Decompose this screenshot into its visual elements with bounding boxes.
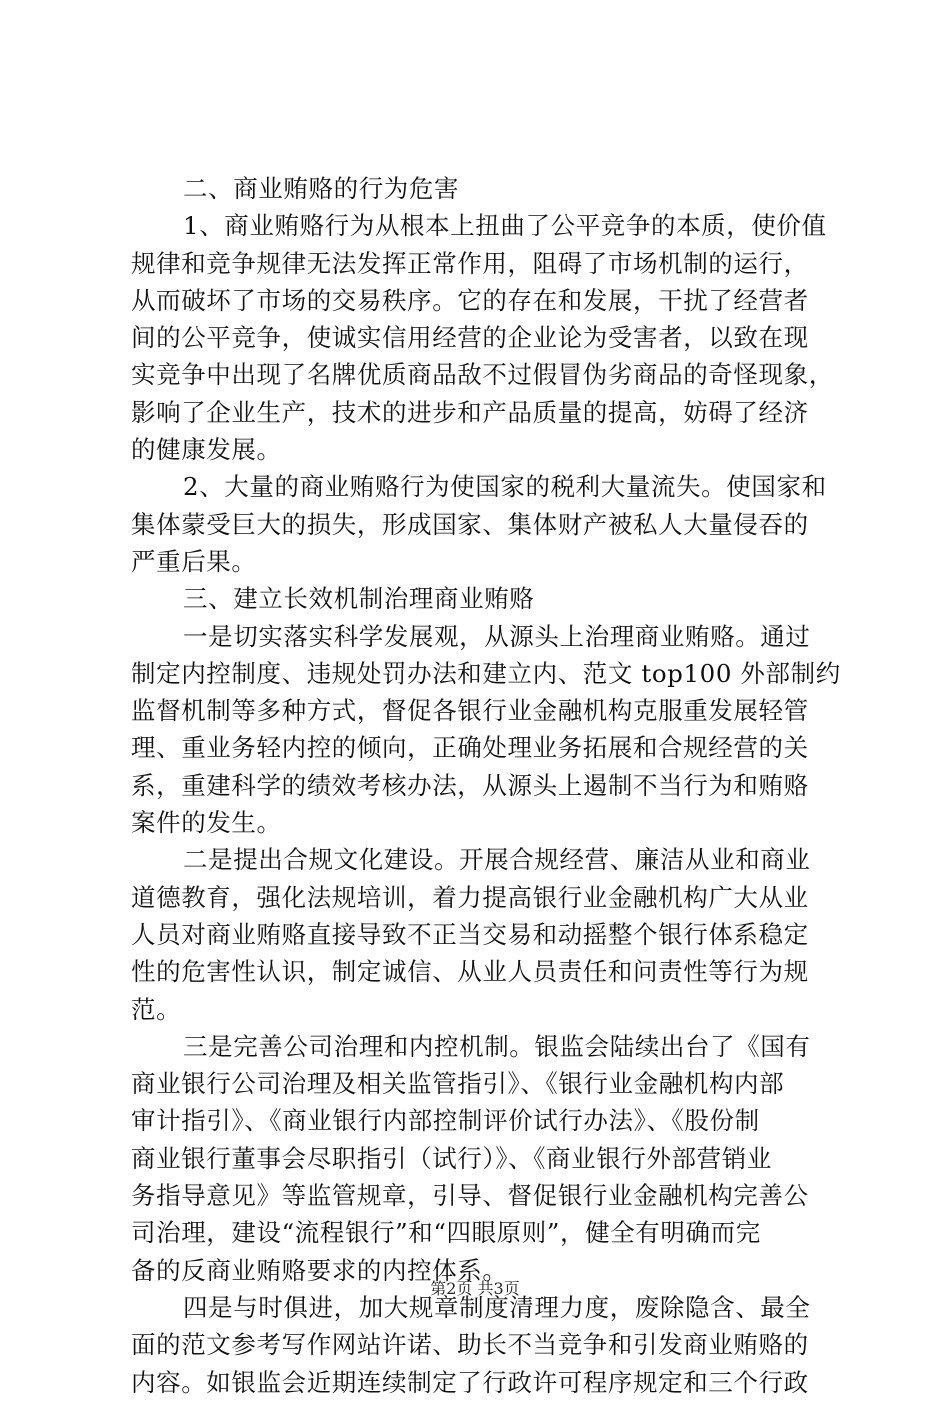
paragraph-line: 集体蒙受巨大的损失，形成国家、集体财产被私人大量侵吞的 — [131, 509, 809, 539]
paragraph-line: 三是完善公司治理和内控机制。银监会陆续出台了《国有 — [183, 1031, 811, 1061]
paragraph-line: 范。 — [131, 994, 182, 1024]
paragraph-line: 间的公平竞争，使诚实信用经营的企业论为受害者，以致在现 — [131, 323, 809, 353]
paragraph-line: 的健康发展。 — [131, 435, 282, 465]
paragraph-line: 性的危害性认识，制定诚信、从业人员责任和问责性等行为规 — [131, 957, 809, 987]
paragraph-line: 2、大量的商业贿赂行为使国家的税利大量流失。使国家和 — [183, 472, 827, 502]
paragraph-line: 从而破坏了市场的交易秩序。它的存在和发展，干扰了经营者 — [131, 285, 809, 315]
page-footer: 第2页 共3页 — [430, 1279, 520, 1298]
paragraph-line: 审计指引》、《商业银行内部控制评价试行办法》、《股份制 — [131, 1106, 760, 1136]
paragraph-line: 二是提出合规文化建设。开展合规经营、廉洁从业和商业 — [183, 845, 811, 875]
paragraph-line: 严重后果。 — [131, 546, 257, 576]
paragraph-line: 1、商业贿赂行为从根本上扭曲了公平竞争的本质，使价值 — [183, 211, 827, 241]
paragraph-line: 人员对商业贿赂直接导致不正当交易和动摇整个银行体系稳定 — [131, 919, 809, 949]
paragraph-line: 实竞争中出现了名牌优质商品敌不过假冒伪劣商品的奇怪现象， — [131, 360, 834, 390]
document-body — [131, 170, 843, 1401]
paragraph-line: 面的范文参考写作网站许诺、助长不当竞争和引发商业贿赂的 — [131, 1330, 809, 1360]
paragraph-line: 规律和竞争规律无法发挥正常作用，阻碍了市场机制的运行， — [131, 248, 809, 278]
section-heading: 二、商业贿赂的行为危害 — [183, 174, 460, 203]
paragraph-line: 四是与时俱进，加大规章制度清理力度，废除隐含、最全 — [183, 1292, 811, 1322]
paragraph-line: 一是切实落实科学发展观，从源头上治理商业贿赂。通过 — [183, 621, 811, 651]
paragraph-line: 司治理，建设“流程银行”和“四眼原则”，健全有明确而完 — [131, 1218, 761, 1248]
section-heading: 三、建立长效机制治理商业贿赂 — [183, 584, 535, 614]
paragraph-line: 内容。如银监会近期连续制定了行政许可程序规定和三个行政 — [131, 1367, 809, 1397]
paragraph-line: 备的反商业贿赂要求的内控体系。 — [131, 1255, 508, 1285]
paragraph-line: 案件的发生。 — [131, 808, 282, 838]
paragraph-line: 制定内控制度、违规处罚办法和建立内、范文 top100 外部制约 — [131, 658, 841, 688]
paragraph-line: 系，重建科学的绩效考核办法，从源头上遏制不当行为和贿赂 — [131, 770, 809, 800]
paragraph-line: 监督机制等多种方式，督促各银行业金融机构克服重发展轻管 — [131, 696, 809, 726]
paragraph-line: 理、重业务轻内控的倾向，正确处理业务拓展和合规经营的关 — [131, 733, 809, 763]
paragraph-line: 商业银行公司治理及相关监管指引》、《银行业金融机构内部 — [131, 1069, 785, 1099]
paragraph-line: 商业银行董事会尽职指引（试行）》、《商业银行外部营销业 — [131, 1143, 772, 1173]
paragraph-line: 务指导意见》等监管规章，引导、督促银行业金融机构完善公 — [131, 1181, 809, 1211]
paragraph-line: 影响了企业生产，技术的进步和产品质量的提高，妨碍了经济 — [131, 397, 809, 427]
paragraph-line: 道德教育，强化法规培训，着力提高银行业金融机构广大从业 — [131, 882, 809, 912]
